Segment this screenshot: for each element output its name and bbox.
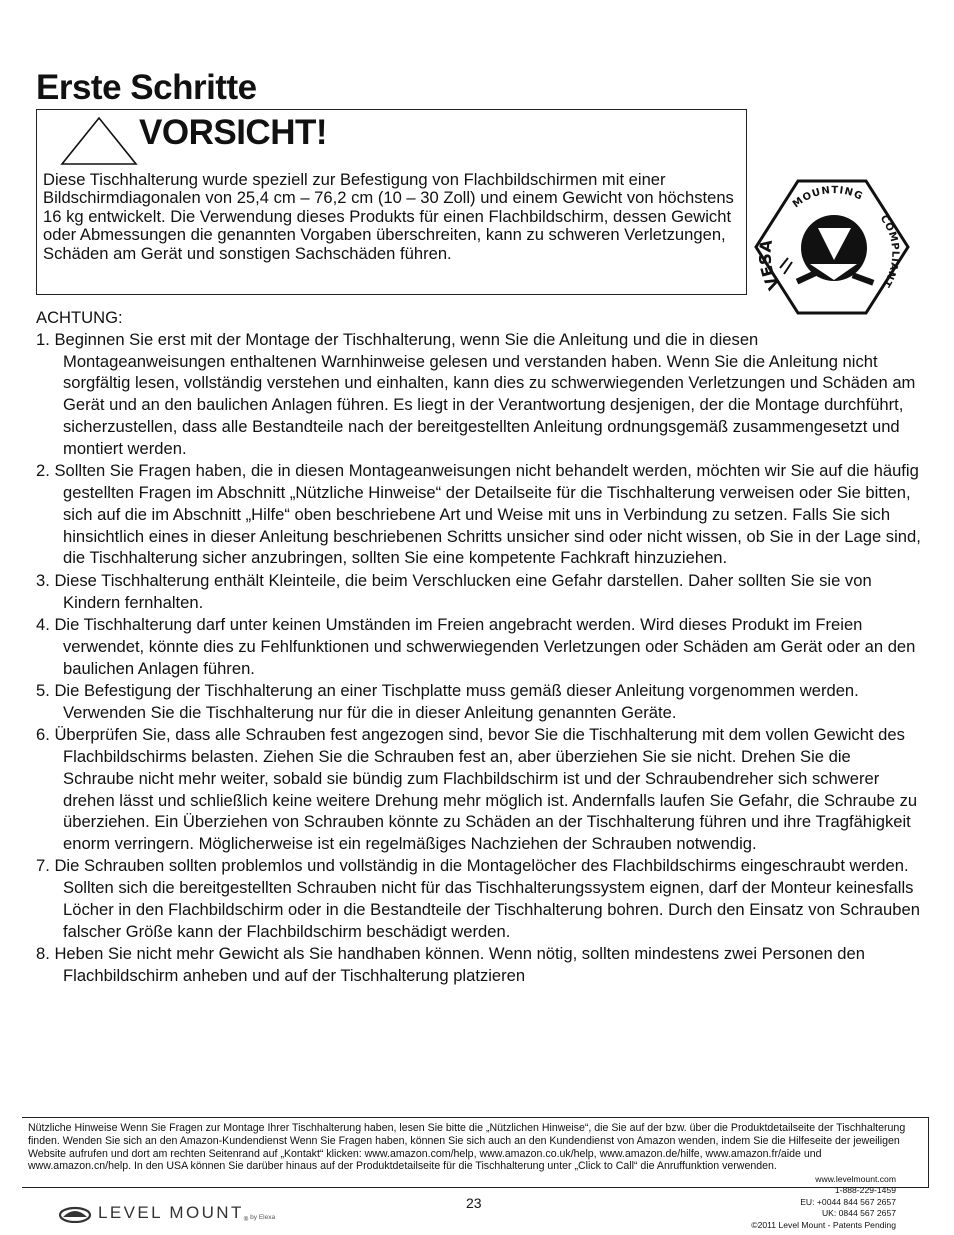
contact-phone: 1-888-229-1459 <box>834 1185 896 1196</box>
caution-box <box>36 109 747 295</box>
brand-logo <box>58 1199 275 1223</box>
vesa-logo-top-text: MOUNTING <box>790 185 865 211</box>
caution-heading: VORSICHT! <box>139 113 327 152</box>
warning-item: 7. Die Schrauben sollten problemlos und vollständig in die Montagelöcher des Flachbildschirms eingeschraubt werden. Sollten sich die bereitgestellten Schrauben nicht für das Tischhalterungssystem eignen, darf der Monteur keinesfalls Löcher in den Flachbildschirm oder in die Bestandteile der Tischhalterung bohren. Durch den Einsatz von Schrauben falscher Größe kann der Flachbildschirm beschädigt werden. <box>36 856 920 941</box>
caution-text: Diese Tischhalterung wurde speziell zur Befestigung von Flachbildschirmen mit einer Bildschirmdiagonalen von 25,4 cm – 76,2 cm (10 – 30 Zoll) und einem Gewicht von höchstens 16 kg entwickelt. Die Verwendung dieses Produkts für einen Flachbildschirm, dessen Gewicht oder Abmessungen die genannten Vorgaben überschreiten, kann zu schweren Verletzungen, Schäden am Gerät und sonstigen Sachschäden führen. <box>43 170 734 263</box>
warning-item: 5. Die Befestigung der Tischhalterung an einer Tischplatte muss gemäß dieser Anleitung vorgenommen werden. Verwenden Sie die Tischhalterung nur für die in dieser Anleitung genannten Geräte. <box>36 680 859 722</box>
vesa-logo-left-text: VESA <box>755 238 784 293</box>
warning-item: 4. Die Tischhalterung darf unter keinen Umständen im Freien angebracht werden. Wird dieses Produkt im Freien verwendet, könnte dies zu Fehlfunktionen und schwerwiegenden Verletzungen oder Schäden am Gerät oder an den baulichen Anlagen führen. <box>36 614 916 678</box>
footer-help-text: Nützliche Hinweise Wenn Sie Fragen zur Montage Ihrer Tischhalterung haben, lesen Sie bitte die „Nützlichen Hinweise“, die Sie auf der bzw. über die Produktdetailseite der Tischhalterung finden. Wenden Sie sich an den Amazon-Kundendienst Wenn Sie Fragen haben, können Sie sich auch an den Kundendienst von Amazon wenden, indem Sie die Hilfeseite der jeweiligen Website aufrufen und dort am rechten Seitenrand auf „Kontakt“ klicken: www.amazon.com/help, www.amazon.co.uk/help, www.amazon.de/hilfe, www.amazon.fr/aide und www.amazon.cn/help. In den USA können Sie darüber hinaus auf der Produktdetailseite für die Tischhalterung unter „Click to Call“ die Anruffunktion verwenden. <box>28 1122 906 1173</box>
warnings-list <box>36 329 921 987</box>
contact-website: www.levelmount.com <box>815 1174 896 1184</box>
page-number: 23 <box>466 1195 482 1211</box>
warning-triangle-icon <box>59 115 139 165</box>
contact-uk-phone: UK: 0844 567 2657 <box>821 1208 896 1219</box>
copyright-notice: ©2011 Level Mount - Patents Pending <box>751 1219 896 1230</box>
contact-eu-phone: EU: +0044 844 567 2657 <box>800 1196 896 1207</box>
brand-by-line: by Elexa <box>250 1214 276 1221</box>
warning-item: 6. Überprüfen Sie, dass alle Schrauben fest angezogen sind, bevor Sie die Tischhalterung mit dem vollen Gewicht des Flachbildschirms belasten. Ziehen Sie die Schrauben fest an, aber überziehen Sie sie nicht. Drehen Sie die Schraube nicht mehr weiter, sobald sie bündig zum Flachbildschirm ist und der Schraubendreher sich schwerer drehen lässt und schließlich keine weitere Drehung mehr möglich ist. Andernfalls laufen Sie Gefahr, die Schraube zu überziehen. Ein Überziehen von Schrauben könnte zu Schäden an der Tischhalterung führen und ihre Tragfähigkeit enorm verringern. Möglicherweise ist ein regelmäßiges Nachziehen der Schrauben notwendig. <box>36 725 918 854</box>
warning-item: 1. Beginnen Sie erst mit der Montage der Tischhalterung, wenn Sie die Anleitung und die in diesen Montageanweisungen enthaltenen Warnhinweise gelesen und verstanden haben. Wenn Sie die Anleitung nicht sorgfältig lesen, vollständig verstehen und einhalten, kann dies zu schwerwiegenden Verletzungen und Schäden am Gerät und an den baulichen Anlagen führen. Es liegt in der Verantwortung desjenigen, der die Montage durchführt, sicherzustellen, dass alle Bestandteile nach der bereitgestellten Anleitung ordnungsgemäß zusammengesetzt und montiert werden. <box>36 329 916 458</box>
warnings-label: ACHTUNG: <box>36 308 123 327</box>
page-title: Erste Schritte <box>36 68 257 107</box>
vesa-mounting-compliant-logo <box>752 178 912 316</box>
brand-name: LEVEL MOUNT <box>98 1203 244 1222</box>
level-mount-logo-icon <box>58 1203 92 1223</box>
warning-item: 3. Diese Tischhalterung enthält Kleinteile, die beim Verschlucken eine Gefahr darstellen. Daher sollten Sie sie von Kindern fernhalten. <box>36 570 872 612</box>
warning-item: 2. Sollten Sie Fragen haben, die in diesen Montageanweisungen nicht behandelt werden, möchten wir Sie auf die häufig gestellten Fragen im Abschnitt „Nützliche Hinweise“ der Detailseite für die Tischhalterung verweisen oder Sie bitten, sich auf die im Abschnitt „Hilfe“ oben beschriebene Art und Weise mit uns in Verbindung zu setzen. Falls Sie sich hinsichtlich eines in dieser Anleitung beschriebenen Schritts unsicher sind oder nicht wissen, ob Sie in der Lage sind, die Tischhalterung sicher anzubringen, sollten Sie eine kompetente Fachkraft hinzuziehen. <box>36 461 921 568</box>
contact-info <box>751 1174 896 1231</box>
warnings-section <box>36 307 921 987</box>
brand-registered-mark: ® <box>243 1217 249 1223</box>
warning-item: 8. Heben Sie nicht mehr Gewicht als Sie handhaben können. Wenn nötig, sollten mindestens zwei Personen den Flachbildschirm anheben und auf der Tischhalterung platzieren <box>36 944 865 986</box>
vesa-logo-right-text: COMPLIANT <box>877 213 901 290</box>
